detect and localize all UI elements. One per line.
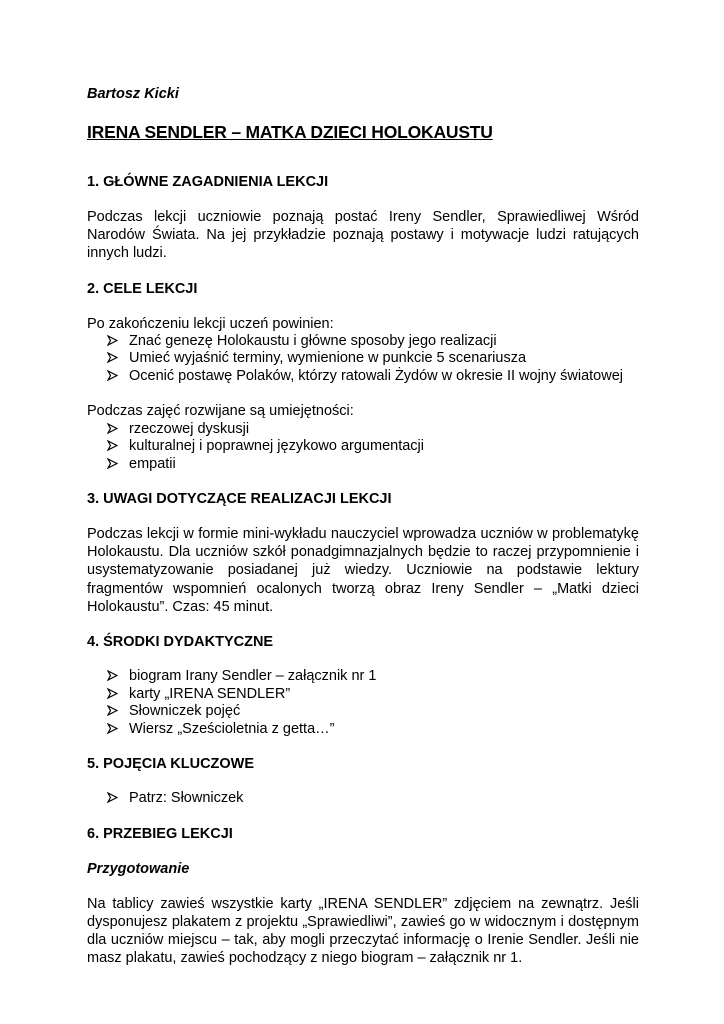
list-item (107, 368, 639, 386)
arrow-bullet-icon (107, 421, 129, 439)
section-heading-4: 4. ŚRODKI DYDAKTYCZNE (87, 634, 274, 651)
goals-list (87, 333, 639, 386)
list-item (107, 456, 639, 474)
arrow-bullet-icon (107, 350, 129, 368)
list-item (107, 790, 639, 808)
skills-intro: Podczas zajęć rozwijane są umiejętności: (87, 403, 354, 420)
list-item-text: Umieć wyjaśnić terminy, wymienione w punkcie 5 scenariusza (129, 350, 527, 367)
section-heading-2: 2. CELE LEKCJI (87, 280, 198, 297)
list-item (107, 668, 639, 686)
list-item-text: karty „IRENA SENDLER” (129, 685, 291, 702)
section-1-paragraph: Podczas lekcji uczniowie poznają postać Ireny Sendler, Sprawiedliwej Wśród Narodów Świata. Na jej przykładzie poznają postawy i motywacje ludzi ratujących innych ludzi. (87, 209, 639, 262)
section-6-paragraph: Na tablicy zawieś wszystkie karty „IRENA SENDLER” zdjęciem na zewnątrz. Jeśli dysponujesz plakatem z projektu „Sprawiedliwi”, zawieś go w widocznym i dostępnym dla uczniów miejscu – tak, aby mogli przeczytać informację o Irenie Sendler. Jeśli nie masz plakatu, zawieś pochodzący z niego biogram – załącznik nr 1. (87, 895, 639, 967)
list-item (107, 438, 639, 456)
section-3-paragraph: Podczas lekcji w formie mini-wykładu nauczyciel wprowadza uczniów w problematykę Holokaustu. Dla uczniów szkół ponadgimnazjalnych będzie to raczej przypomnienie i usystematyzowanie posiadanej już wiedzy. Uczniowie na podstawie lektury fragmentów wspomnień ocalonych tworzą obraz Ireny Sendler – „Matki dzieci Holokaustu”. Czas: 45 minut. (87, 526, 639, 615)
arrow-bullet-icon (107, 790, 129, 808)
arrow-bullet-icon (107, 438, 129, 456)
section-heading-3: 3. UWAGI DOTYCZĄCE REALIZACJI LEKCJI (87, 491, 392, 508)
arrow-bullet-icon (107, 456, 129, 474)
arrow-bullet-icon (107, 333, 129, 351)
section-heading-1: 1. GŁÓWNE ZAGADNIENIA LEKCJI (87, 174, 329, 190)
list-item (107, 421, 639, 439)
skills-list (87, 421, 639, 474)
list-item-text: kulturalnej i poprawnej językowo argumentacji (129, 438, 424, 455)
list-item (107, 703, 639, 721)
section-heading-5: 5. POJĘCIA KLUCZOWE (87, 756, 255, 773)
arrow-bullet-icon (107, 721, 129, 739)
section-heading-6: 6. PRZEBIEG LEKCJI (87, 825, 233, 842)
list-item (107, 350, 639, 368)
list-item-text: Wiersz „Sześcioletnia z getta…” (129, 720, 335, 737)
list-item (107, 721, 639, 739)
preparation-subheading: Przygotowanie (87, 860, 190, 877)
key-terms-list (87, 790, 639, 808)
list-item-text: Znać genezę Holokaustu i główne sposoby jego realizacji (129, 332, 497, 349)
list-item-text: Słowniczek pojęć (129, 703, 241, 720)
list-item (107, 333, 639, 351)
list-item-text: Ocenić postawę Polaków, którzy ratowali Żydów w okresie II wojny światowej (129, 367, 623, 384)
arrow-bullet-icon (107, 668, 129, 686)
arrow-bullet-icon (107, 686, 129, 704)
list-item (107, 686, 639, 704)
list-item-text: Patrz: Słowniczek (129, 790, 244, 807)
author-name: Bartosz Kicki (87, 86, 179, 102)
list-item-text: empatii (129, 455, 176, 472)
list-item-text: biogram Irany Sendler – załącznik nr 1 (129, 668, 377, 685)
arrow-bullet-icon (107, 368, 129, 386)
materials-list (87, 668, 639, 738)
document-title: IRENA SENDLER – MATKA DZIECI HOLOKAUSTU (87, 122, 493, 142)
goals-intro: Po zakończeniu lekcji uczeń powinien: (87, 315, 334, 332)
list-item-text: rzeczowej dyskusji (129, 420, 250, 437)
document-page (87, 84, 639, 967)
arrow-bullet-icon (107, 703, 129, 721)
